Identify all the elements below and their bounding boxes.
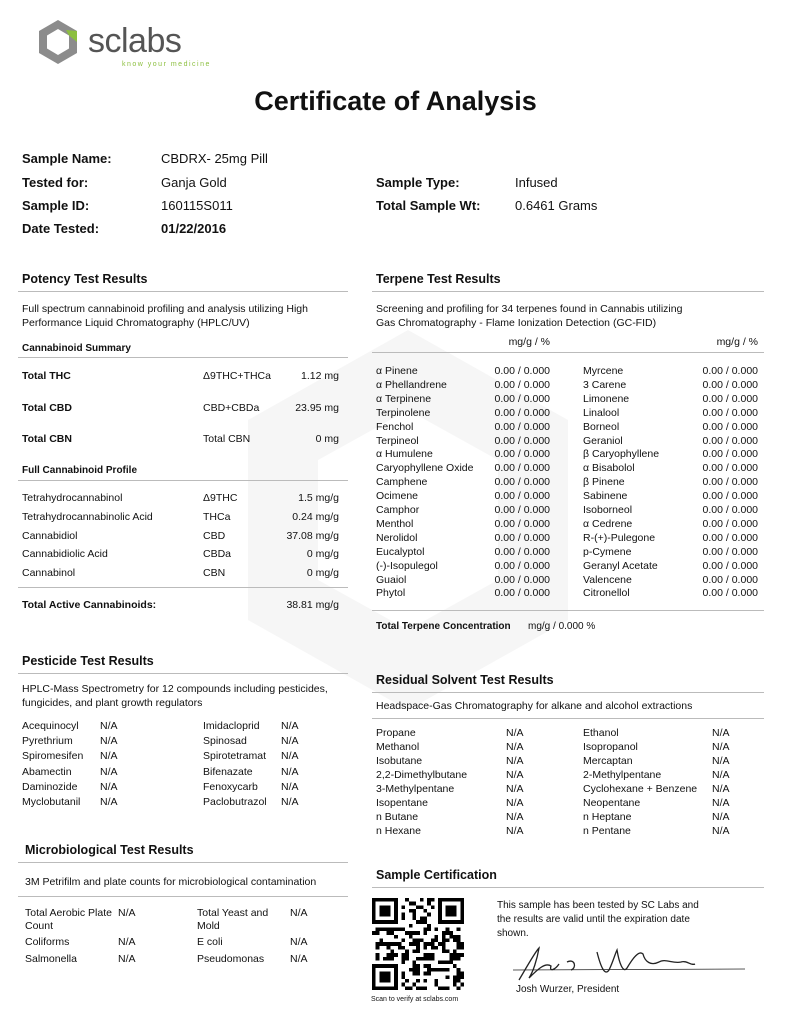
terpene-value: 0.00 / 0.000 [702, 504, 758, 516]
terpene-name: α Pinene [376, 365, 418, 377]
profile-value: 0 mg/g [306, 548, 339, 560]
terpene-name: Eucalyptol [376, 545, 425, 558]
pesticide-name: Bifenazate [203, 765, 253, 778]
terpene-value: 0.00 / 0.000 [702, 462, 758, 475]
summary-type: Δ9THC+THCa [203, 370, 271, 382]
solvent-name: Isopropanol [583, 741, 638, 753]
terpene-name: Linalool [583, 406, 620, 419]
terpene-value: 0.00 / 0.000 [494, 365, 550, 377]
potency-title: Potency Test Results [22, 272, 148, 286]
terpene-value: 0.00 / 0.000 [494, 587, 550, 600]
terpene-value: 0.00 / 0.000 [702, 587, 758, 600]
profile-name: Cannabinol [22, 567, 76, 579]
page-title: Certificate of Analysis [254, 86, 537, 116]
pesticide-description: HPLC-Mass Spectrometry for 12 compounds including pesticides, fungicides, and plant growth regulators [22, 683, 328, 709]
terpene-name: Guaiol [376, 573, 407, 586]
terpene-name: Limonene [583, 392, 630, 405]
terpene-value: 0.00 / 0.000 [494, 476, 550, 489]
pesticide-value: N/A [281, 735, 299, 748]
terpene-name: α Cedrene [583, 517, 633, 530]
micro-value: N/A [290, 953, 308, 965]
terpene-total-label: Total Terpene Concentration [376, 621, 511, 632]
pesticide-name: Fenoxycarb [203, 780, 258, 793]
profile-name: Tetrahydrocannabinol [22, 492, 123, 504]
terpene-total-value: mg/g / 0.000 % [528, 621, 596, 632]
solvent-value: N/A [506, 797, 524, 809]
pesticide-value: N/A [281, 765, 299, 778]
terpene-value: 0.00 / 0.000 [494, 559, 550, 572]
hexagon-logo-icon [36, 18, 80, 66]
terpene-name: Terpinolene [376, 406, 431, 419]
solvent-value: N/A [712, 741, 730, 753]
terpene-name: Phytol [376, 587, 406, 600]
pesticide-value: N/A [281, 750, 299, 763]
profile-abbr: Δ9THC [203, 492, 238, 504]
sclabs-logo [36, 18, 211, 70]
micro-name: Total Aerobic Plate Count [25, 907, 112, 932]
summary-value: 1.12 mg [301, 370, 339, 382]
total-active-label: Total Active Cannabinoids: [22, 599, 157, 611]
profile-divider [18, 480, 348, 481]
micro-value: N/A [118, 953, 136, 965]
logo-tagline: know your medicine [122, 61, 211, 68]
terpene-value: 0.00 / 0.000 [702, 392, 758, 405]
pesticide-value: N/A [281, 780, 299, 793]
terpene-name: Menthol [376, 517, 414, 530]
profile-value: 0 mg/g [306, 567, 339, 579]
qr-code[interactable] [372, 898, 464, 990]
date-tested-label: Date Tested: [22, 221, 100, 236]
micro-header-divider [18, 896, 348, 897]
tested-for-label: Tested for: [22, 175, 89, 190]
terpene-value: 0.00 / 0.000 [702, 573, 758, 586]
terpene-name: Citronellol [583, 587, 630, 600]
logo-wordmark: sclabs [88, 22, 182, 60]
signer-name: Josh Wurzer, President [516, 984, 620, 995]
micro-name: Pseudomonas [197, 953, 265, 965]
pesticide-value: N/A [100, 796, 118, 808]
terpene-name: Valencene [583, 573, 632, 586]
micro-value: N/A [290, 907, 308, 919]
total-sample-wt-value: 0.6461 Grams [515, 198, 598, 213]
total-sample-wt-label: Total Sample Wt: [376, 198, 481, 213]
full-profile-title: Full Cannabinoid Profile [22, 465, 137, 476]
solvent-value: N/A [712, 797, 730, 809]
solvent-value: N/A [712, 769, 730, 781]
terpene-total-divider [372, 610, 764, 611]
certification-title: Sample Certification [376, 868, 497, 882]
terpene-value: 0.00 / 0.000 [494, 573, 550, 586]
solvent-value: N/A [506, 769, 524, 781]
profile-value: 0.24 mg/g [292, 511, 339, 523]
pesticide-name: Myclobutanil [22, 796, 81, 808]
terpene-name: α Humulene [376, 448, 433, 461]
micro-name: Coliforms [25, 936, 70, 948]
solvent-header-divider [372, 718, 764, 719]
terpene-value: 0.00 / 0.000 [494, 462, 550, 475]
profile-name: Cannabidiolic Acid [22, 548, 108, 560]
terpene-value: 0.00 / 0.000 [494, 490, 550, 503]
terpene-value: 0.00 / 0.000 [702, 476, 758, 489]
terpene-description: Screening and profiling for 34 terpenes found in Cannabis utilizing Gas Chromatography - Flame Ionization Detection (GC-FID) [376, 303, 683, 329]
sample-name-value: CBDRX- 25mg Pill [161, 151, 268, 166]
qr-code-icon [372, 898, 464, 990]
solvent-value: N/A [712, 825, 730, 837]
terpene-name: Camphor [376, 504, 420, 516]
sample-type-label: Sample Type: [376, 175, 460, 190]
terpene-value: 0.00 / 0.000 [702, 406, 758, 419]
micro-name: Salmonella [25, 953, 77, 965]
terpene-value: 0.00 / 0.000 [702, 365, 758, 377]
solvent-name: 3-Methylpentane [376, 783, 455, 795]
terpene-name: Fenchol [376, 420, 414, 433]
sample-type-value: Infused [515, 175, 558, 190]
pesticide-name: Acequinocyl [22, 720, 79, 732]
pesticide-name: Daminozide [22, 780, 78, 793]
solvent-name: Isobutane [376, 755, 423, 767]
pesticide-name: Spinosad [203, 735, 247, 748]
terpene-value: 0.00 / 0.000 [494, 378, 550, 391]
terpene-value: 0.00 / 0.000 [702, 490, 758, 503]
micro-description: 3M Petrifilm and plate counts for microbiological contamination [25, 876, 317, 888]
terpene-value: 0.00 / 0.000 [702, 545, 758, 558]
terpene-value: 0.00 / 0.000 [494, 448, 550, 461]
solvent-name: n Heptane [583, 811, 632, 823]
sample-id-value: 160115S011 [161, 198, 233, 213]
total-active-value: 38.81 mg/g [286, 599, 339, 611]
solvent-name: Neopentane [583, 797, 641, 809]
solvent-value: N/A [506, 727, 524, 739]
profile-abbr: CBDa [203, 548, 232, 560]
solvent-name: 2,2-Dimethylbutane [376, 769, 468, 781]
profile-abbr: CBD [203, 530, 226, 542]
pesticide-title: Pesticide Test Results [22, 654, 154, 668]
summary-type: Total CBN [203, 433, 251, 445]
solvent-name: Mercaptan [583, 755, 633, 767]
terpene-name: Nerolidol [376, 531, 418, 544]
terpene-name: p-Cymene [583, 545, 632, 558]
profile-total-divider [18, 587, 348, 588]
profile-name: Cannabidiol [22, 530, 78, 542]
potency-description: Full spectrum cannabinoid profiling and analysis utilizing High Performance Liquid Chromatography (HPLC/UV) [22, 303, 308, 329]
summary-value: 23.95 mg [295, 402, 339, 414]
terpene-value: 0.00 / 0.000 [702, 531, 758, 544]
terpene-value: 0.00 / 0.000 [494, 504, 550, 516]
solvent-name: Methanol [376, 741, 420, 753]
summary-value: 0 mg [315, 433, 339, 445]
terpene-name: α Terpinene [376, 392, 432, 405]
terpene-divider [372, 291, 764, 292]
solvent-name: n Pentane [583, 825, 631, 837]
terpene-name: α Phellandrene [376, 378, 447, 391]
solvent-value: N/A [506, 741, 524, 753]
terpene-value: 0.00 / 0.000 [494, 531, 550, 544]
terpene-name: Isoborneol [583, 504, 633, 516]
solvent-name: Ethanol [583, 727, 619, 739]
solvent-description: Headspace-Gas Chromatography for alkane and alcohol extractions [376, 700, 693, 712]
terpene-name: Geraniol [583, 434, 623, 447]
solvent-value: N/A [712, 811, 730, 823]
terpene-name: Myrcene [583, 365, 624, 377]
solvent-value: N/A [712, 783, 730, 795]
potency-divider [18, 291, 348, 292]
profile-abbr: THCa [203, 511, 231, 523]
certification-divider [372, 887, 764, 888]
pesticide-value: N/A [100, 720, 118, 732]
signature-icon [505, 940, 755, 985]
solvent-value: N/A [506, 811, 524, 823]
terpene-value: 0.00 / 0.000 [702, 434, 758, 447]
terpene-name: (-)-Isopulegol [376, 559, 438, 572]
solvent-value: N/A [506, 755, 524, 767]
profile-name: Tetrahydrocannabinolic Acid [22, 511, 153, 523]
terpene-unit-header: mg/g / % [716, 336, 758, 348]
terpene-name: Geranyl Acetate [583, 559, 658, 572]
sample-id-label: Sample ID: [22, 198, 90, 213]
pesticide-name: Spirotetramat [203, 750, 267, 763]
terpene-name: Ocimene [376, 490, 419, 503]
pesticide-value: N/A [100, 735, 118, 748]
sample-name-label: Sample Name: [22, 151, 112, 166]
pesticide-divider [18, 673, 348, 674]
terpene-title: Terpene Test Results [376, 272, 501, 286]
qr-caption: Scan to verify at sclabs.com [371, 996, 459, 1003]
terpene-value: 0.00 / 0.000 [702, 517, 758, 530]
summary-name: Total CBD [22, 402, 72, 414]
pesticide-value: N/A [100, 750, 118, 763]
solvent-name: Cyclohexane + Benzene [583, 783, 698, 795]
micro-value: N/A [118, 936, 136, 948]
date-tested-value: 01/22/2016 [161, 221, 227, 236]
solvent-name: n Hexane [376, 825, 421, 837]
pesticide-name: Abamectin [22, 765, 72, 778]
solvent-name: n Butane [376, 811, 419, 823]
profile-value: 37.08 mg/g [286, 530, 339, 542]
terpene-header-divider [372, 352, 764, 353]
solvent-name: Propane [376, 727, 416, 739]
profile-abbr: CBN [203, 567, 226, 579]
terpene-value: 0.00 / 0.000 [702, 420, 758, 433]
tested-for-value: Ganja Gold [161, 175, 227, 190]
pesticide-name: Pyrethrium [22, 735, 73, 748]
summary-name: Total THC [22, 370, 71, 382]
solvent-divider [372, 692, 764, 693]
terpene-name: β Caryophyllene [583, 448, 660, 461]
terpene-name: β Pinene [583, 476, 625, 489]
terpene-value: 0.00 / 0.000 [494, 420, 550, 433]
terpene-value: 0.00 / 0.000 [702, 559, 758, 572]
pesticide-name: Paclobutrazol [203, 796, 267, 808]
terpene-value: 0.00 / 0.000 [702, 448, 758, 461]
solvent-value: N/A [712, 727, 730, 739]
pesticide-value: N/A [100, 780, 118, 793]
solvent-name: 2-Methylpentane [583, 769, 662, 781]
terpene-name: R-(+)-Pulegone [583, 531, 656, 544]
pesticide-name: Imidacloprid [203, 720, 260, 732]
terpene-value: 0.00 / 0.000 [494, 406, 550, 419]
cannabinoid-summary-title: Cannabinoid Summary [22, 343, 131, 354]
terpene-value: 0.00 / 0.000 [494, 517, 550, 530]
pesticide-name: Spiromesifen [22, 750, 84, 763]
terpene-name: Camphene [376, 476, 428, 489]
solvent-value: N/A [712, 755, 730, 767]
summary-type: CBD+CBDa [203, 402, 260, 414]
terpene-value: 0.00 / 0.000 [702, 378, 758, 391]
terpene-name: Terpineol [376, 434, 419, 447]
solvent-value: N/A [506, 825, 524, 837]
pesticide-value: N/A [281, 720, 299, 732]
certification-text: This sample has been tested by SC Labs and the results are valid until the expiration date shown. [497, 900, 699, 939]
summary-name: Total CBN [22, 433, 72, 445]
terpene-name: Caryophyllene Oxide [376, 462, 474, 475]
micro-value: N/A [290, 936, 308, 948]
micro-title: Microbiological Test Results [25, 843, 194, 857]
terpene-value: 0.00 / 0.000 [494, 434, 550, 447]
solvent-value: N/A [506, 783, 524, 795]
pesticide-value: N/A [100, 765, 118, 778]
terpene-name: Borneol [583, 420, 620, 433]
solvent-title: Residual Solvent Test Results [376, 673, 554, 687]
micro-value: N/A [118, 907, 136, 919]
summary-divider [18, 357, 348, 358]
profile-value: 1.5 mg/g [298, 492, 339, 504]
terpene-unit-header: mg/g / % [508, 336, 550, 348]
terpene-name: 3 Carene [583, 378, 627, 391]
terpene-name: Sabinene [583, 490, 628, 503]
terpene-value: 0.00 / 0.000 [494, 392, 550, 405]
pesticide-value: N/A [281, 796, 299, 808]
micro-name: Total Yeast and Mold [197, 907, 269, 932]
micro-name: E coli [197, 936, 223, 948]
solvent-name: Isopentane [376, 797, 428, 809]
micro-divider [18, 862, 348, 863]
terpene-value: 0.00 / 0.000 [494, 545, 550, 558]
terpene-name: α Bisabolol [583, 462, 635, 475]
